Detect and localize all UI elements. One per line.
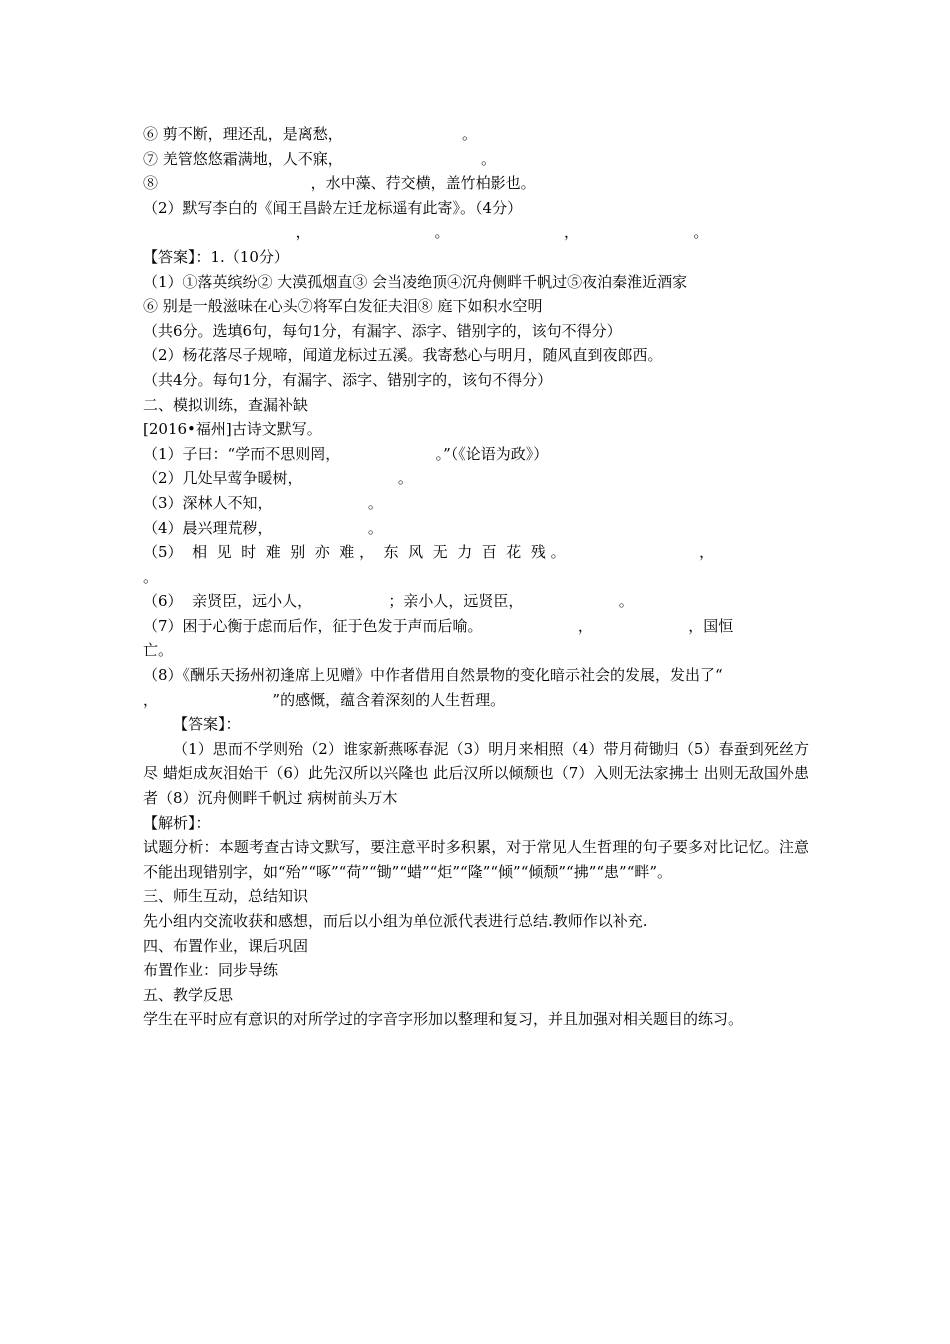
text-line: （2）默写李白的《闻王昌龄左迁龙标遥有此寄》。（4分） bbox=[143, 198, 523, 217]
section-text: 布置作业：同步导练 bbox=[143, 961, 279, 980]
text-line: （3）深林人不知， 。 bbox=[143, 493, 383, 512]
text-line: （1）子曰：“学而不思则罔， 。”（《论语为政》） bbox=[143, 444, 549, 463]
text-line: ⑧ ，水中藻、荇交横，盖竹柏影也。 bbox=[143, 174, 536, 193]
text-line: 亡。 bbox=[143, 641, 174, 660]
text-line: ⑥ 剪不断，理还乱，是离愁， 。 bbox=[143, 125, 477, 143]
answer-label: 【答案】： bbox=[173, 715, 241, 734]
section-text: 先小组内交流收获和感想，而后以小组为单位派代表进行总结.教师作以补充. bbox=[143, 912, 648, 930]
text-line: ⑦ 羌管悠悠霜满地，人不寐， 。 bbox=[143, 149, 497, 168]
section-text: 学生在平时应有意识的对所学过的字音字形加以整理和复习，并且加强对相关题目的练习。 bbox=[143, 1010, 744, 1029]
answer-heading: 【答案】：1.（10分） bbox=[143, 247, 289, 266]
section-heading: 三、师生互动，总结知识 bbox=[143, 887, 309, 906]
text-line: （1）①落英缤纷② 大漠孤烟直③ 会当凌绝顶④沉舟侧畔千帆过⑤夜泊秦淮近酒家 bbox=[143, 272, 688, 291]
text-line: ， ”的感慨，蕴含着深刻的人生哲理。 bbox=[143, 690, 506, 709]
document-page bbox=[143, 122, 809, 1032]
text-line: 。 bbox=[143, 567, 159, 586]
section-heading: 四、布置作业，课后巩固 bbox=[143, 936, 309, 955]
text-line: （7）困于心衡于虑而后作，征于色发于声而后喻。 ， ，国恒 bbox=[143, 616, 734, 635]
text-line: （5） 相 见 时 难 别 亦 难 ， 东 风 无 力 百 花 残 。 ， bbox=[143, 543, 715, 562]
section-heading: 五、教学反思 bbox=[143, 985, 234, 1004]
text-line: （6） 亲贤臣，远小人， ；亲小人，远贤臣， 。 bbox=[143, 592, 634, 611]
text-line: （共4分。每句1分，有漏字、添字、错别字的，该句不得分） bbox=[143, 370, 553, 389]
section-heading: 二、模拟训练，查漏补缺 bbox=[143, 395, 309, 414]
text-line: （4）晨兴理荒秽， 。 bbox=[143, 518, 383, 537]
analysis-label: 【解析】： bbox=[143, 813, 211, 832]
text-line: （8）《酬乐天扬州初逢席上见赠》中作者借用自然景物的变化暗示社会的发展，发出了“ bbox=[143, 666, 723, 685]
text-line: （共6分。选填6句，每句1分，有漏字、添字、错别字的，该句不得分） bbox=[143, 321, 622, 340]
text-line: ， 。 ， 。 bbox=[143, 223, 709, 242]
answer-text: （1）思而不学则殆（2）谁家新燕啄春泥（3）明月来相照（4）带月荷锄归（5）春蚕到死丝方尽 蜡炬成灰泪始干（6）此先汉所以兴隆也 此后汉所以倾颓也（7）入则无法家拂士 出则无敌国外患者（8）沉舟侧畔千帆过 病树前头万木 bbox=[143, 739, 809, 808]
text-line: ⑥ 别是一般滋味在心头⑦将军白发征夫泪⑧ 庭下如积水空明 bbox=[143, 297, 543, 316]
text-line: [2016•福州]古诗文默写。 bbox=[143, 420, 322, 439]
analysis-text: 试题分析：本题考查古诗文默写，要注意平时多积累，对于常见人生哲理的句子要多对比记忆。注意不能出现错别字，如“殆”“啄”“荷”“锄”“蜡”“炬”“隆”“倾”“倾颓”“拂”“患”“畔”。 bbox=[143, 838, 809, 881]
text-line: （2）杨花落尽子规啼，闻道龙标过五溪。我寄愁心与明月，随风直到夜郎西。 bbox=[143, 346, 663, 365]
text-line: （2）几处早莺争暖树， 。 bbox=[143, 469, 413, 488]
